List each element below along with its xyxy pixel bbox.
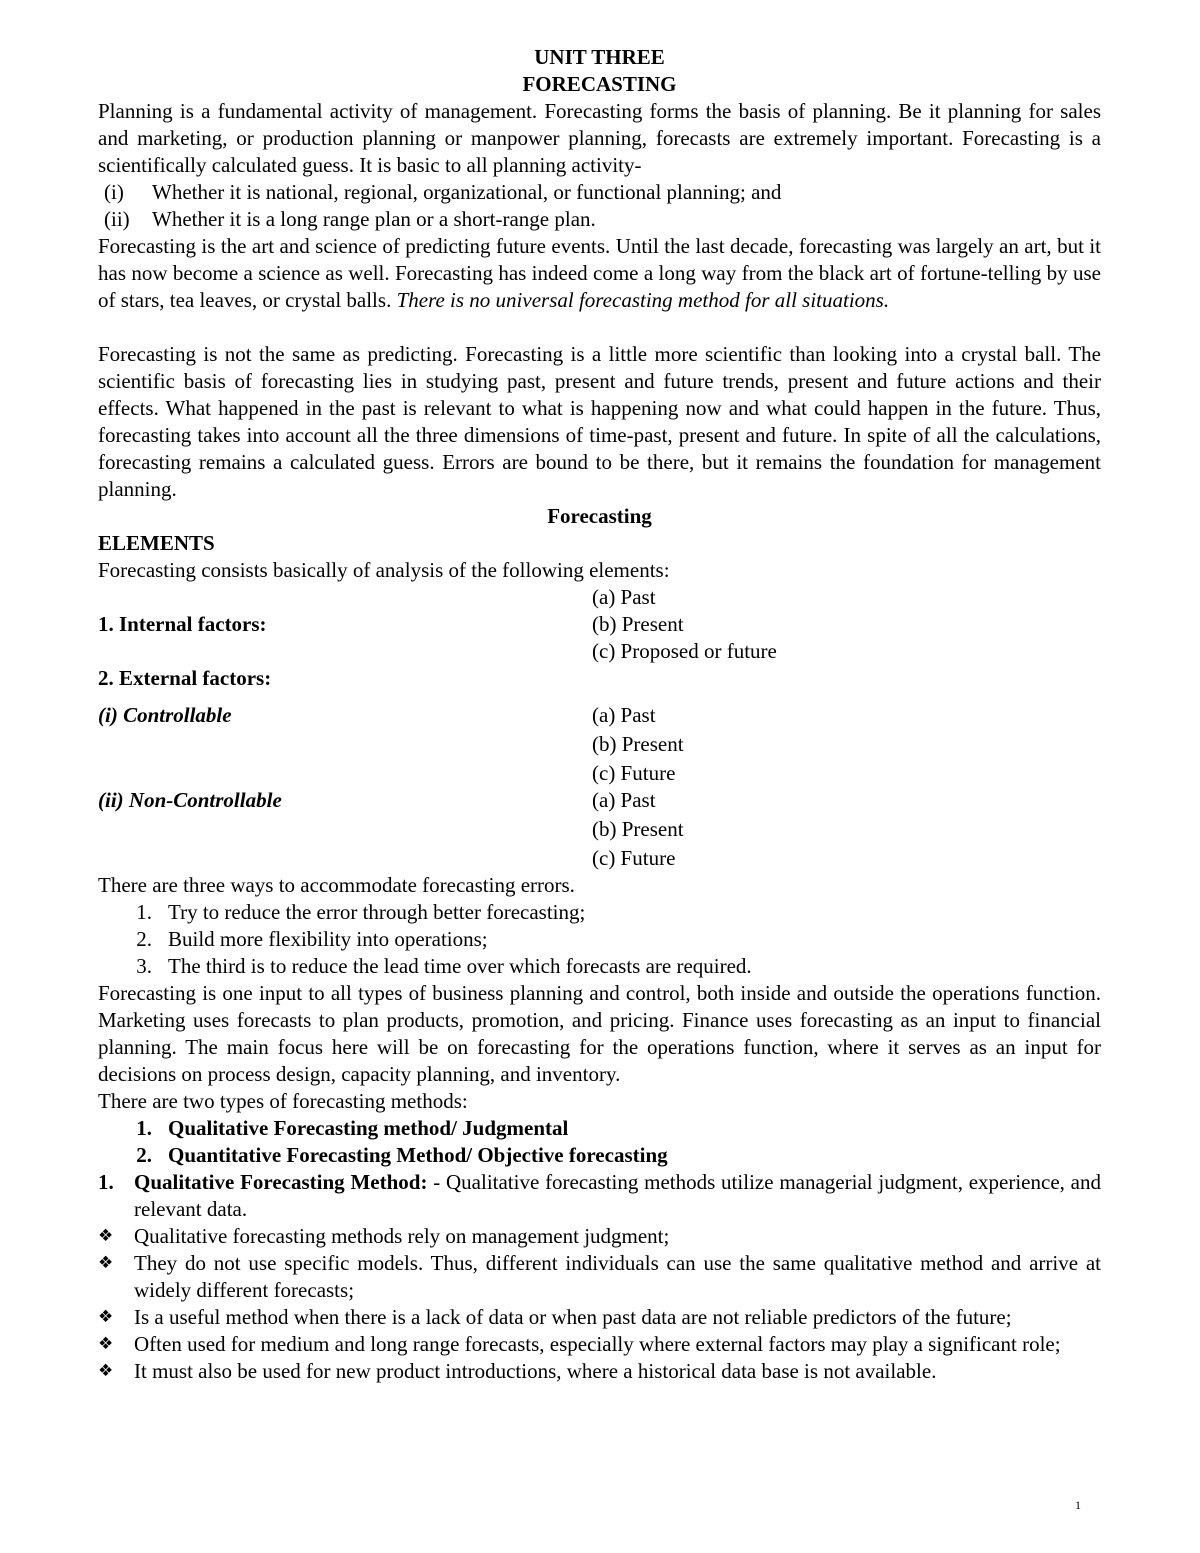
bullet-item bbox=[98, 1250, 1101, 1304]
bullet-text: Is a useful method when there is a lack of data or when past data are not reliable predictors of the future; bbox=[134, 1305, 1012, 1329]
errors-list-item bbox=[98, 953, 1101, 980]
element-item: (a) Past bbox=[592, 788, 656, 812]
list-text: Whether it is a long range plan or a short-range plan. bbox=[152, 207, 596, 231]
diamond-bullet-icon: ❖ bbox=[98, 1226, 114, 1246]
diamond-bullet-icon: ❖ bbox=[98, 1361, 114, 1381]
row-label bbox=[98, 584, 592, 611]
list-text: Quantitative Forecasting Method/ Objective forecasting bbox=[168, 1143, 668, 1167]
row-label bbox=[98, 845, 592, 872]
qualitative-definition-text bbox=[134, 1169, 1101, 1223]
qualitative-definition bbox=[98, 1169, 1101, 1223]
intro-paragraph-3: Forecasting is not the same as predicting. Forecasting is a little more scientific than looking into a crystal ball. The scientific basis of forecasting lies in studying past, present and future trends, present and future actions and their effects. What happened in the past is relevant to what is happening now and what could happen in the future. Thus, forecasting takes into account all the three dimensions of time-past, present and future. In spite of all the calculations, forecasting remains a calculated guess. Errors are bound to be there, but it remains the foundation for management planning. bbox=[98, 342, 1101, 501]
errors-list-item bbox=[98, 926, 1101, 953]
element-item: (b) Present bbox=[592, 612, 684, 636]
list-number: (i) bbox=[104, 180, 124, 204]
intro-paragraph-2-text: Forecasting is the art and science of predicting future events. Until the last decade, forecasting was largely an art, but it has now become a science as well. Forecasting has indeed come a long way from the black art of fortune-telling by use of stars, tea leaves, or crystal balls. bbox=[98, 234, 1101, 312]
types-list-item bbox=[98, 1142, 1101, 1169]
errors-list-item bbox=[98, 899, 1101, 926]
bullet-text: It must also be used for new product introductions, where a historical data base is not available. bbox=[134, 1359, 937, 1383]
input-paragraph: Forecasting is one input to all types of business planning and control, both inside and outside the operations function. Marketing uses forecasts to plan products, promotion, and pricing. Finance uses forecasting as an input to financial planning. The main focus here will be on forecasting for the operations function, where it serves as an input for decisions on process design, capacity planning, and inventory. bbox=[98, 981, 1101, 1086]
topic-title: FORECASTING bbox=[522, 72, 677, 96]
document-body bbox=[98, 44, 1101, 1385]
list-number: 2. bbox=[136, 927, 152, 951]
noncontrollable-label: (ii) Non-Controllable bbox=[98, 788, 282, 812]
errors-lead: There are three ways to accommodate forecasting errors. bbox=[98, 873, 575, 897]
elements-row bbox=[98, 845, 1101, 872]
elements-row bbox=[98, 611, 1101, 638]
elements-heading: ELEMENTS bbox=[98, 531, 215, 555]
row-label bbox=[98, 816, 592, 843]
bullet-item bbox=[98, 1223, 1101, 1250]
elements-row bbox=[98, 816, 1101, 843]
list-number: (ii) bbox=[104, 207, 130, 231]
elements-lead: Forecasting consists basically of analysis of the following elements: bbox=[98, 558, 670, 582]
types-lead: There are two types of forecasting methods: bbox=[98, 1089, 468, 1113]
element-item: (b) Present bbox=[592, 732, 684, 756]
row-label bbox=[98, 760, 592, 787]
element-item: (a) Past bbox=[592, 585, 656, 609]
elements-row bbox=[98, 760, 1101, 787]
element-item: (c) Future bbox=[592, 846, 676, 870]
row-label bbox=[98, 731, 592, 758]
diamond-bullet-icon: ❖ bbox=[98, 1307, 114, 1327]
list-text: The third is to reduce the lead time over which forecasts are required. bbox=[168, 954, 752, 978]
intro-paragraph-2-italic: There is no universal forecasting method for all situations. bbox=[396, 288, 890, 312]
qualitative-desc: - Qualitative forecasting methods utilize managerial judgment, experience, and relevant data. bbox=[134, 1170, 1101, 1221]
list-number: 3. bbox=[136, 954, 152, 978]
list-text: Whether it is national, regional, organizational, or functional planning; and bbox=[152, 180, 782, 204]
planning-list-item bbox=[98, 179, 1101, 206]
controllable-label: (i) Controllable bbox=[98, 703, 232, 727]
external-factors-label: 2. External factors: bbox=[98, 666, 272, 690]
elements-row bbox=[98, 787, 1101, 814]
diamond-bullet-icon: ❖ bbox=[98, 1253, 114, 1273]
types-list-item bbox=[98, 1115, 1101, 1142]
list-number: 1. bbox=[136, 1116, 152, 1140]
element-item: (c) Future bbox=[592, 761, 676, 785]
bullet-item bbox=[98, 1358, 1101, 1385]
bullet-text: Qualitative forecasting methods rely on management judgment; bbox=[134, 1224, 670, 1248]
bullet-text: They do not use specific models. Thus, different individuals can use the same qualitative method and arrive at widely different forecasts; bbox=[134, 1251, 1101, 1302]
page-number: 1 bbox=[1075, 1498, 1081, 1512]
intro-paragraph-2 bbox=[98, 233, 1101, 314]
intro-paragraph-1: Planning is a fundamental activity of management. Forecasting forms the basis of planning. Be it planning for sales and marketing, or production planning or manpower planning, forecasts are extremely important. Forecasting is a scientifically calculated guess. It is basic to all planning activity- bbox=[98, 99, 1101, 177]
list-text: Qualitative Forecasting method/ Judgmental bbox=[168, 1116, 569, 1140]
spacer bbox=[98, 314, 1101, 341]
list-text: Build more flexibility into operations; bbox=[168, 927, 488, 951]
element-item bbox=[592, 665, 1101, 692]
planning-list-item bbox=[98, 206, 1101, 233]
bullet-item bbox=[98, 1304, 1101, 1331]
element-item: (a) Past bbox=[592, 703, 656, 727]
bullet-item bbox=[98, 1331, 1101, 1358]
section-subtitle: Forecasting bbox=[547, 504, 652, 528]
list-number: 1. bbox=[136, 900, 152, 924]
qualitative-label: Qualitative Forecasting Method: bbox=[134, 1170, 428, 1194]
elements-row bbox=[98, 702, 1101, 729]
diamond-bullet-icon: ❖ bbox=[98, 1334, 114, 1354]
elements-row bbox=[98, 638, 1101, 665]
elements-row bbox=[98, 665, 1101, 692]
list-number: 2. bbox=[136, 1143, 152, 1167]
internal-factors-label: 1. Internal factors: bbox=[98, 612, 267, 636]
elements-row bbox=[98, 584, 1101, 611]
element-item: (b) Present bbox=[592, 817, 684, 841]
unit-title: UNIT THREE bbox=[534, 45, 665, 69]
list-text: Try to reduce the error through better forecasting; bbox=[168, 900, 586, 924]
element-item: (c) Proposed or future bbox=[592, 639, 777, 663]
row-label bbox=[98, 638, 592, 665]
elements-row bbox=[98, 731, 1101, 758]
list-number: 1. bbox=[98, 1170, 114, 1194]
bullet-text: Often used for medium and long range forecasts, especially where external factors may play a significant role; bbox=[134, 1332, 1061, 1356]
